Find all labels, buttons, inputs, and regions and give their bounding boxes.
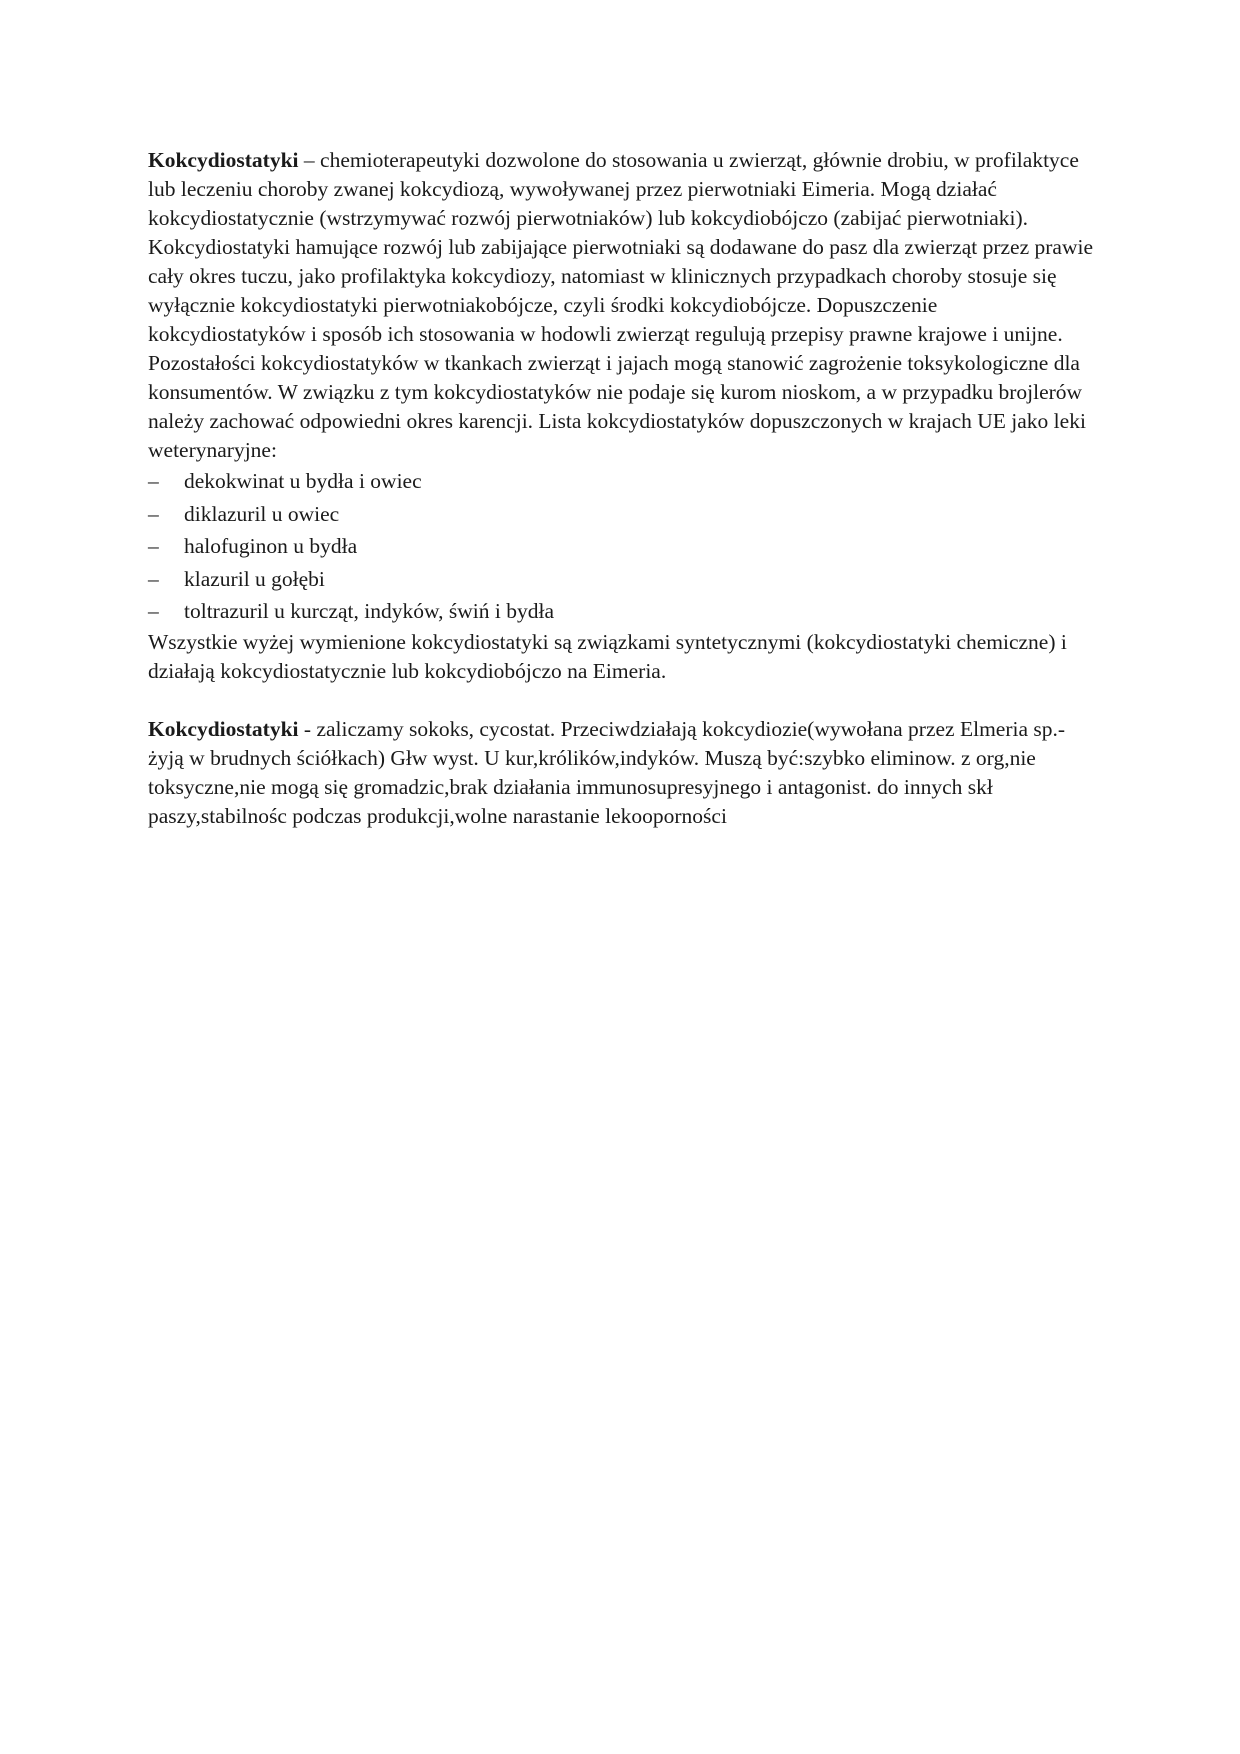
document-page — [148, 146, 1098, 831]
list-item-text: diklazuril u owiec — [184, 501, 340, 526]
list-item — [148, 595, 1098, 628]
dash-bullet: – — [148, 566, 159, 591]
term-heading: Kokcydiostatyki — [148, 148, 299, 172]
intro-paragraph — [148, 146, 1098, 465]
list-item — [148, 563, 1098, 596]
dash-bullet: – — [148, 469, 159, 493]
list-item — [148, 530, 1098, 563]
list-item-text: dekokwinat u bydła i owiec — [184, 469, 422, 493]
list-item-text: toltrazuril u kurcząt, indyków, świń i bydła — [184, 599, 554, 623]
closing-paragraph: Wszystkie wyżej wymienione kokcydiostatyki są związkami syntetycznymi (kokcydiostatyki chemiczne) i działają kokcydiostatycznie lub kokcydiobójczo na Eimeria. — [148, 629, 1067, 683]
list-item-text: halofuginon u bydła — [184, 534, 358, 558]
list-item — [148, 465, 1098, 498]
drug-list — [148, 465, 1098, 628]
dash-bullet: – — [148, 599, 159, 623]
list-item — [148, 498, 1098, 531]
term-heading-2: Kokcydiostatyki — [148, 716, 299, 741]
dash-bullet: – — [148, 501, 159, 526]
second-paragraph — [148, 715, 1098, 831]
list-item-text: klazuril u gołębi — [184, 566, 325, 591]
intro-text: – chemioterapeutyki dozwolone do stosowania u zwierząt, głównie drobiu, w profilaktyce lub leczeniu choroby zwanej kokcydiozą, wywoływanej przez pierwotniaki Eimeria. Mogą działać kokcydiostatycznie (wstrzymywać rozwój pierwotniaków) lub kokcydiobójczo (zabijać pierwotniaki). Kokcydiostatyki hamujące rozwój lub zabijające pierwotniaki są dodawane do pasz dla zwierząt przez prawie cały okres tuczu, jako profilaktyka kokcydiozy, natomiast w klinicznych przypadkach choroby stosuje się wyłącznie kokcydiostatyki pierwotniakobójcze, czyli środki kokcydiobójcze. Dopuszczenie kokcydiostatyków i sposób ich stosowania w hodowli zwierząt regulują przepisy prawne krajowe i unijne. Pozostałości kokcydiostatyków w tkankach zwierząt i jajach mogą stanowić zagrożenie toksykologiczne dla konsumentów. W związku z tym kokcydiostatyków nie podaje się kurom nioskom, a w przypadku brojlerów należy zachować odpowiedni okres karencji. Lista kokcydiostatyków dopuszczonych w krajach UE jako leki weterynaryjne: — [148, 148, 1094, 462]
paragraph-spacer — [148, 686, 1098, 715]
dash-bullet: – — [148, 534, 159, 558]
second-text: - zaliczamy sokoks, cycostat. Przeciwdziałają kokcydiozie(wywołana przez Elmeria sp.-żyją w brudnych ściółkach) Głw wyst. U kur,królików,indyków. Muszą być:szybko eliminow. z org,nie toksyczne,nie mogą się gromadzic,brak działania immunosupresyjnego i antagonist. do innych skł paszy,stabilnośc podczas produkcji,wolne narastanie lekooporności — [148, 716, 1066, 828]
